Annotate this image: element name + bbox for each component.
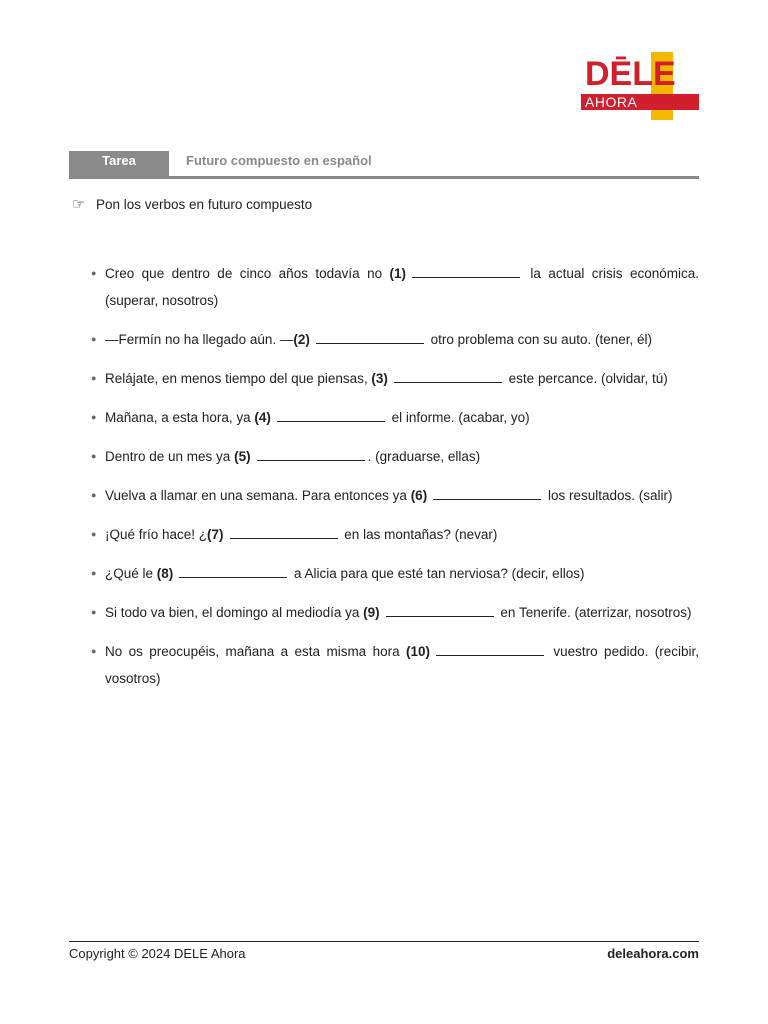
item-text-before: Relájate, en menos tiempo del que piensas, — [105, 371, 372, 386]
item-text-before: Vuelva a llamar en una semana. Para entonces ya — [105, 488, 411, 503]
item-text-after: . (graduarse, ellas) — [367, 449, 481, 464]
exercise-item — [91, 521, 699, 548]
answer-blank[interactable] — [436, 641, 544, 656]
item-text-after: en Tenerife. (aterrizar, nosotros) — [496, 605, 692, 620]
item-text-after: los resultados. (salir) — [544, 488, 673, 503]
answer-blank[interactable] — [277, 407, 385, 422]
exercise-item — [91, 482, 699, 509]
item-number: (6) — [410, 488, 428, 503]
bullet-icon: ● — [91, 607, 97, 617]
item-text-before: ¿Qué le — [105, 566, 157, 581]
bullet-icon: ● — [91, 646, 97, 656]
item-number: (7) — [207, 527, 224, 542]
item-text-after: el informe. (acabar, yo) — [387, 410, 530, 425]
bullet-icon: ● — [91, 268, 97, 278]
answer-blank[interactable] — [386, 602, 494, 617]
item-text-before: Si todo va bien, el domingo al mediodía ya — [105, 605, 364, 620]
exercise-item — [91, 560, 699, 587]
bullet-icon: ● — [91, 334, 97, 344]
exercise-item — [91, 599, 699, 626]
item-text-after: la actual crisis económica. (superar, nosotros) — [105, 266, 699, 308]
item-text-after: vuestro pedido. (recibir, vosotros) — [105, 644, 699, 686]
bullet-icon: ● — [91, 451, 97, 461]
answer-blank[interactable] — [257, 446, 365, 461]
instruction-text: Pon los verbos en futuro compuesto — [96, 197, 313, 212]
bullet-icon: ● — [91, 490, 97, 500]
exercise-item — [91, 443, 699, 470]
item-text-before: —Fermín no ha llegado aún. — — [105, 332, 294, 347]
task-title: Futuro compuesto en español — [186, 153, 372, 168]
dele-ahora-logo — [581, 52, 699, 122]
bullet-icon: ● — [91, 529, 97, 539]
item-text-before: No os preocupéis, mañana a esta misma hora — [105, 644, 406, 659]
item-number: (2) — [293, 332, 310, 347]
item-text-after: a Alicia para que esté tan nerviosa? (decir, ellos) — [290, 566, 585, 581]
exercise-item — [91, 404, 699, 431]
exercise-item — [91, 638, 699, 692]
logo-main-text: DĒLE — [585, 55, 676, 93]
item-number: (4) — [254, 410, 271, 425]
item-number: (1) — [389, 266, 406, 281]
item-text-before: ¡Qué frío hace! ¿ — [105, 527, 208, 542]
copyright-text: Copyright © 2024 DELE Ahora — [69, 946, 246, 961]
logo-sub-text: AHORA — [585, 94, 638, 110]
footer-divider — [69, 941, 699, 942]
bullet-icon: ● — [91, 412, 97, 422]
answer-blank[interactable] — [394, 368, 502, 383]
item-number: (8) — [156, 566, 174, 581]
item-number: (3) — [371, 371, 388, 386]
bullet-icon: ● — [91, 373, 97, 383]
item-text-before: Mañana, a esta hora, ya — [105, 410, 255, 425]
answer-blank[interactable] — [412, 263, 520, 278]
answer-blank[interactable] — [316, 329, 424, 344]
task-tab-label: Tarea — [69, 151, 169, 176]
exercise-item — [91, 260, 699, 314]
pointing-hand-icon: ☞ — [72, 196, 86, 213]
item-number: (9) — [363, 605, 380, 620]
answer-blank[interactable] — [179, 563, 287, 578]
item-text-after: otro problema con su auto. (tener, él) — [426, 332, 652, 347]
exercise-item — [91, 326, 699, 353]
site-url: deleahora.com — [607, 946, 699, 961]
item-number: (10) — [406, 644, 431, 659]
answer-blank[interactable] — [433, 485, 541, 500]
task-header — [69, 151, 699, 179]
exercise-item — [91, 365, 699, 392]
instruction — [72, 196, 312, 214]
item-number: (5) — [234, 449, 251, 464]
bullet-icon: ● — [91, 568, 97, 578]
item-text-after: en las montañas? (nevar) — [340, 527, 498, 542]
item-text-before: Creo que dentro de cinco años todavía no — [105, 266, 390, 281]
item-text-after: este percance. (olvidar, tú) — [504, 371, 668, 386]
exercise-list — [91, 260, 699, 704]
item-text-before: Dentro de un mes ya — [105, 449, 235, 464]
answer-blank[interactable] — [230, 524, 338, 539]
